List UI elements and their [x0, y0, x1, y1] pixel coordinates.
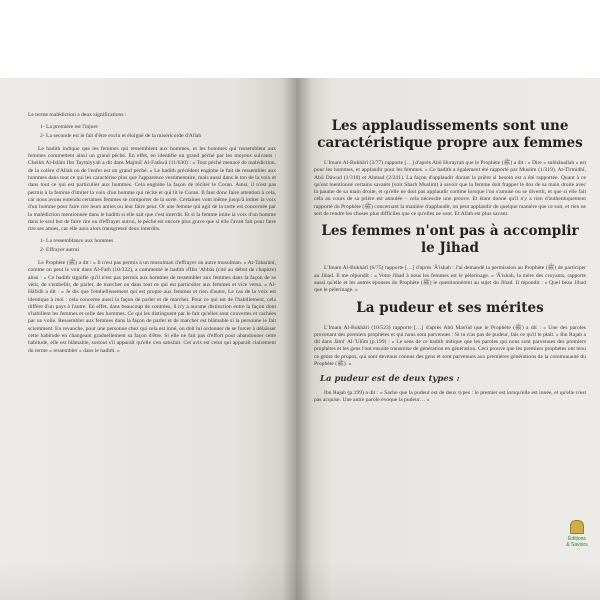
- page-bottom-shade: [0, 560, 600, 600]
- logo-line: & Savoirs: [566, 542, 588, 548]
- paragraph: L'Imam Al-Bukhârî (6/75) rapporte […] d'après 'Â'ishah : J'ai demandé la permission au Prophète (ﷺ) de participer au Jihad. Il me répondit : « Votre Jihad à nous les femmes est le pèlerinage. » 'Â'ishah, la mère des croyants, rapporte aussi qu'elle et les autres épouses du Prophète (ﷺ) le questionnèrent au sujet du Jihad. Il répondit : « Quel beau Jihad que le pèlerinage. »: [314, 265, 586, 294]
- section-title-jihad: Les femmes n'ont pas à accomplir le Jihad: [321, 223, 579, 257]
- right-page: [296, 78, 600, 600]
- subheading-pudeur-types: La pudeur est de deux types :: [320, 374, 460, 385]
- logo-line: Éditions: [568, 536, 586, 542]
- section-title-applaudissements: Les applaudissements sont une caractéristique propre aux femmes: [317, 118, 583, 151]
- left-page: [0, 78, 296, 600]
- interdits-list: [40, 238, 276, 254]
- mosque-dome-icon: [570, 520, 584, 534]
- paragraph: Ibn Rajab (p.199) a dit : « Sache que la pudeur est de deux types : le premier est lorsqu'elle est innée, et qu'elle n'est pas acquise. Une autre parole évoque la pudeur… »: [314, 389, 586, 403]
- paragraph: L'Imam Al-Bukhârî (10/523) rapporte […] d'après Abû Mas'ûd que le Prophète (ﷺ) a dit : « Une des paroles provenant des premiers prophètes et qui nous sont parvenues : Si tu n'as pas de pudeur, fais ce qu'il te plaît. » Ibn Rajab a dit dans Jâmi' Al-'Ulûm (p.199) : « Le sens de ce hadith indique que les paroles qui nous sont parvenues des premiers prophètes et les gens l'ont ensuite transmise de génération en génération. Ceci prouve que les premiers prophètes ont tenu ce genre de propos, qui sont devenus connus des gens et sont parvenues aux premières générations de la communauté du Prophète (ﷺ). »: [314, 324, 586, 368]
- paragraph: Le Prophète (ﷺ) a dit : « Il n'est pas permis à un musulman d'effrayer un autre musulman. » At-Tabarânî, comme on peut le voir dans Al-Fath (10/332), a commenté le hadith d'Ibn 'Abbâs (cité au début de chapitre) ainsi : « Ce hadith signifie qu'il n'est pas permis aux hommes de ressembler aux femmes dans la façon de se vêtir, de s'embellir, de parler, de marcher ou dans tout ce qui est particulier aux femmes et vice versa. » Al-Hâfidh a dit : « Je dis que l'embellissement qui est propre aux femmes et rien d'autre, Le cas de la voix est identique à moi : cela concerne aussi la façon de parler et de marcher. Pour ce qui est de l'habillement, cela diffère d'un pays à l'autre. En effet, dans beaucoup de contrées, il n'y a aucune distinction entre la façon dont s'habillent les femmes et celle des hommes. Ce qui les distinguent par le fait qu'elles sont couvertes et cachées par un voile. Ressembler aux femmes dans la façon de parler et de marcher est blâmable si la personne le fait sciemment. En revanche, pour une personne chez qui cela est inné, on doit lui ordonner de se forcer à délaisser cette habitude en changeant graduellement sa façon d'être. Si elle ne fait pas d'effort pour abandonner cette habitude, elle est blâmable, surtout s'il apparaît qu'elle s'en satisfait. Cet avis est celui qui apparaît clairement du terme « ressembler » dans le hadith. »: [28, 260, 276, 354]
- significations-list: [40, 124, 276, 140]
- section-title-pudeur: La pudeur et ses mérites: [356, 299, 544, 316]
- paragraph: L'Imam Al-Bukhârî (3/77) rapporte […] d'après Abû Hurayrah que le Prophète (ﷺ) a dit : « Dire « subhânallah » est pour les hommes, et applaudir pour les femmes. » Ce hadith a également été rapporté par Muslim (1/319), At-Tirmidhî, Abû Dâwud (1/310) et Ahmad (2/241). La façon d'applaudir durant la prière si besoin est a été rapportée. Quant à ce qu'ont mentionné certains savants (voir Sharh Muslim) à savoir que la femme doit frapper le dos de sa main droite avec la paume de sa main droite, et qu'elle ne doit pas applaudir comme lorsque l'on s'amuse ou se divertit, et que si elle fait cela au cours de sa prière est annulée – cela nécessite une preuve. Et étant donné qu'il n'y a rien d'authentiquement rapporté du Prophète (ﷺ) concernant la manière d'applaudir, on peut applaudir de quelque manière que ce soit, et rien ne sert de rendre les choses plus difficiles que ce qu'elles ne sont. Et Allah est plus savant.: [314, 160, 587, 218]
- left-page-text: [28, 112, 276, 360]
- list-item: 2- Effrayer autrui: [40, 246, 80, 253]
- list-item: 1- La ressemblance aux hommes: [40, 238, 114, 245]
- book-gutter-shadow: [282, 78, 312, 600]
- list-item: 2- La seconde est le fait d'être exclu et éloigné de la miséricorde d'Allah: [40, 132, 202, 139]
- list-item: 1- La première est l'injure: [40, 124, 98, 131]
- open-book: [0, 78, 600, 600]
- paragraph: Le hadith indique que les femmes qui ressemblent aux hommes, et les hommes qui ressemblent aux femmes commettent ainsi un grand péché. En effet, en identifie un grand péché par les moyens suivants : Cheikh Al-Islâm Ibn Taymiyyah a dit dans Majmû' Al-Fatâwâ (11/630) : « Tout péché menacé de malédiction, de la colère d'Allah ou de l'enfer est un grand péché. » Le hadith précédent englobe le fait de ressembler aux hommes dans tout ce qui les caractérise plus que l'apparence vestimentaire, mais aussi dans le ton de la voix et dans tout ce qui est particulier aux hommes. Cela englobe la façon de réciter le Coran. Ainsi, il n'est pas permis à la femme d'imiter la voix d'un homme qui récite et qui lit le Coran. Il faut donc faire attention à cela, car nous avons entendu certaines femmes se comporter de la sorte. Certaines vont même jusqu'à imiter la voix d'un homme pour faire rire leurs amies ou leur faire peur. Or une femme qui agit de la sorte est concernée par la malédiction mentionnée dans le hadith si elle sait que c'est interdit. Et si la femme imite la voix d'un homme dans le seul but de faire rire ou d'effrayer autrui, le péché est encore plus grave que si elle l'avait fait pour faire rire ses amies, car elle aura alors transgressé deux interdits.: [28, 145, 276, 233]
- publisher-logo: [560, 520, 594, 548]
- right-page-text: [314, 118, 586, 409]
- intro-line: Le terme malédiction a deux significations :: [28, 112, 127, 118]
